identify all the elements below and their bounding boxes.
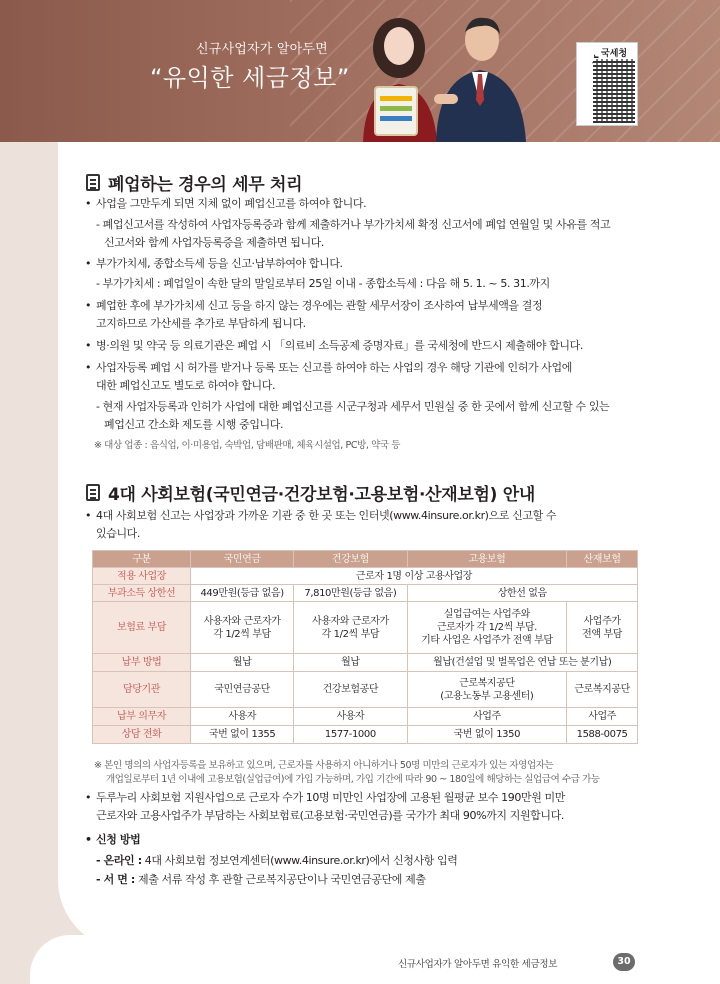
- table-cell: 월납: [294, 654, 407, 672]
- table-cell: 7,810만원(등급 없음): [294, 585, 407, 602]
- qr-code-icon: [593, 59, 635, 123]
- header-subtitle: 신규사업자가 알아두면: [196, 42, 328, 57]
- table-row: [93, 602, 638, 654]
- s2-apply-title: • 신청 방법: [86, 832, 140, 848]
- table-cell: 사용자와 근로자가 각 1/2씩 부담: [191, 602, 294, 654]
- header-title: “유익한 세금정보”: [150, 64, 350, 92]
- table-cell: 사업주: [567, 708, 638, 726]
- row-label: 부과소득 상한선: [93, 585, 191, 602]
- document-icon: [86, 484, 100, 501]
- s2-durunuri: • 두루누리 사회보험 지원사업으로 근로자 수가 10명 미만인 사업장에 고용된 월평균 보수 190만원 미만: [86, 790, 565, 806]
- s1-bullet-3: • 폐업한 후에 부가가치세 신고 등을 하지 않는 경우에는 관할 세무서장이 조사하여 납부세액을 결정: [86, 298, 542, 314]
- table-header-cell: 구분: [93, 551, 191, 568]
- table-header-cell: 건강보험: [294, 551, 407, 568]
- row-label: 납부 의무자: [93, 708, 191, 726]
- logo-name: 국세청: [601, 49, 628, 59]
- row-label: 적용 사업장: [93, 568, 191, 585]
- table-cell: 근로복지공단 (고용노동부 고용센터): [407, 672, 567, 708]
- table-cell: 사업주가 전액 부담: [567, 602, 638, 654]
- s1-note: ※ 대상 업종 : 음식업, 이·미용업, 숙박업, 담배판매, 체육시설업, PC방, 약국 등: [94, 440, 401, 451]
- s2-durunuri-cont: 근로자와 고용사업주가 부담하는 사회보험료(고용보험·국민연금)를 국가가 최대 90%까지 지원합니다.: [96, 809, 564, 822]
- table-cell: 월납(건설업 및 벌목업은 연납 또는 분기납): [407, 654, 637, 672]
- table-cell: 사용자: [191, 708, 294, 726]
- s2-note-cont: 개업일로부터 1년 이내에 고용보험(실업급여)에 가입 가능하며, 가입 기간에 따라 90 ~ 180일에 해당하는 실업급여 수급 가능: [106, 774, 600, 785]
- page-header: [0, 0, 720, 142]
- s1-sub-3: - 현재 사업자등록과 인허가 사업에 대한 폐업신고를 시군구청과 세무서 민원실 중 한 곳에서 함께 신고할 수 있는: [96, 400, 610, 413]
- table-cell: 근로복지공단: [567, 672, 638, 708]
- row-label: 보험료 부담: [93, 602, 191, 654]
- s1-bullet-4: • 병·의원 및 약국 등 의료기관은 폐업 시 「의료비 소득공제 증명자료」를 국세청에 반드시 제출해야 합니다.: [86, 338, 583, 354]
- section1-title: 폐업하는 경우의 세무 처리: [108, 175, 303, 195]
- s1-sub-1-cont: 신고서와 함께 사업자등록증을 제출하면 됩니다.: [104, 236, 325, 249]
- document-icon: [86, 174, 100, 191]
- row-label: 납부 방법: [93, 654, 191, 672]
- row-label: 상담 전화: [93, 726, 191, 744]
- s2-intro: • 4대 사회보험 신고는 사업장과 가까운 기관 중 한 곳 또는 인터넷(www.4insure.or.kr)으로 신고할 수: [86, 508, 556, 524]
- section2-heading: [86, 480, 535, 505]
- table-cell: 월납: [191, 654, 294, 672]
- table-cell: 사용자: [294, 708, 407, 726]
- s2-apply-online: - 온라인 : 4대 사회보험 정보연계센터(www.4insure.or.kr)에서 신청사항 입력: [96, 854, 458, 867]
- s2-note: ※ 본인 명의의 사업자등록을 보유하고 있으며, 근로자를 사용하지 아니하거나 50명 미만의 근로자가 있는 자영업자는: [94, 760, 554, 771]
- s2-apply-paper: - 서 면 : 제출 서류 작성 후 관할 근로복지공단이나 국민연금공단에 제출: [96, 873, 426, 886]
- table-cell: 건강보험공단: [294, 672, 407, 708]
- table-cell: 국민연금공단: [191, 672, 294, 708]
- s1-bullet-1: • 사업을 그만두게 되면 지체 없이 폐업신고를 하여야 합니다.: [86, 196, 366, 212]
- nts-logo-qr: [576, 42, 638, 126]
- table-cell: 1577-1000: [294, 726, 407, 744]
- phone-illustration: [374, 86, 418, 136]
- table-row: [93, 654, 638, 672]
- s1-sub-2: - 부가가치세 : 폐업일이 속한 달의 말일로부터 25일 이내 - 종합소득세 : 다음 해 5. 1. ~ 5. 31.까지: [96, 277, 550, 290]
- table-row: [93, 585, 638, 602]
- s2-intro-cont: 있습니다.: [96, 527, 141, 540]
- s1-bullet-5-cont: 대한 폐업신고도 별도로 하여야 합니다.: [96, 379, 276, 392]
- page-number: 30: [613, 953, 635, 971]
- table-cell: 사업주: [407, 708, 567, 726]
- table-cell: 국번 없이 1350: [407, 726, 567, 744]
- table-cell: 사용자와 근로자가 각 1/2씩 부담: [294, 602, 407, 654]
- s1-bullet-2: • 부가가치세, 종합소득세 등을 신고·납부하여야 합니다.: [86, 256, 343, 272]
- table-row: [93, 708, 638, 726]
- section2-title: 4대 사회보험(국민연금·건강보험·고용보험·산재보험) 안내: [108, 485, 535, 505]
- table-cell: 실업급여는 사업주와 근로자가 각 1/2씩 부담. 기타 사업은 사업주가 전액 부담: [407, 602, 567, 654]
- row-label: 담당기관: [93, 672, 191, 708]
- s1-sub-1: - 폐업신고서를 작성하여 사업자등록증과 함께 제출하거나 부가가치세 확정 신고서에 폐업 연월일 및 사유를 적고: [96, 218, 611, 231]
- insurance-table: [92, 550, 638, 744]
- table-row: [93, 726, 638, 744]
- table-row: [93, 672, 638, 708]
- s1-bullet-3-cont: 고지하므로 가산세를 추가로 부담하게 됩니다.: [96, 317, 306, 330]
- table-cell: 근로자 1명 이상 고용사업장: [191, 568, 638, 585]
- table-cell: 상한선 없음: [407, 585, 637, 602]
- table-cell: 449만원(등급 없음): [191, 585, 294, 602]
- table-cell: 국번 없이 1355: [191, 726, 294, 744]
- s1-bullet-5: • 사업자등록 폐업 시 허가를 받거나 등록 또는 신고를 하여야 하는 사업의 경우 해당 기관에 인허가 사업에: [86, 360, 572, 376]
- table-row: [93, 568, 638, 585]
- table-header-row: [93, 551, 638, 568]
- footer-text: 신규사업자가 알아두면 유익한 세금정보: [398, 959, 558, 970]
- section1-heading: [86, 170, 302, 195]
- model-man-illustration: [430, 8, 528, 142]
- table-cell: 1588-0075: [567, 726, 638, 744]
- table-header-cell: 고용보험: [407, 551, 567, 568]
- table-header-cell: 국민연금: [191, 551, 294, 568]
- table-header-cell: 산재보험: [567, 551, 638, 568]
- s1-sub-3-cont: 폐업신고 간소화 제도를 시행 중입니다.: [104, 418, 284, 431]
